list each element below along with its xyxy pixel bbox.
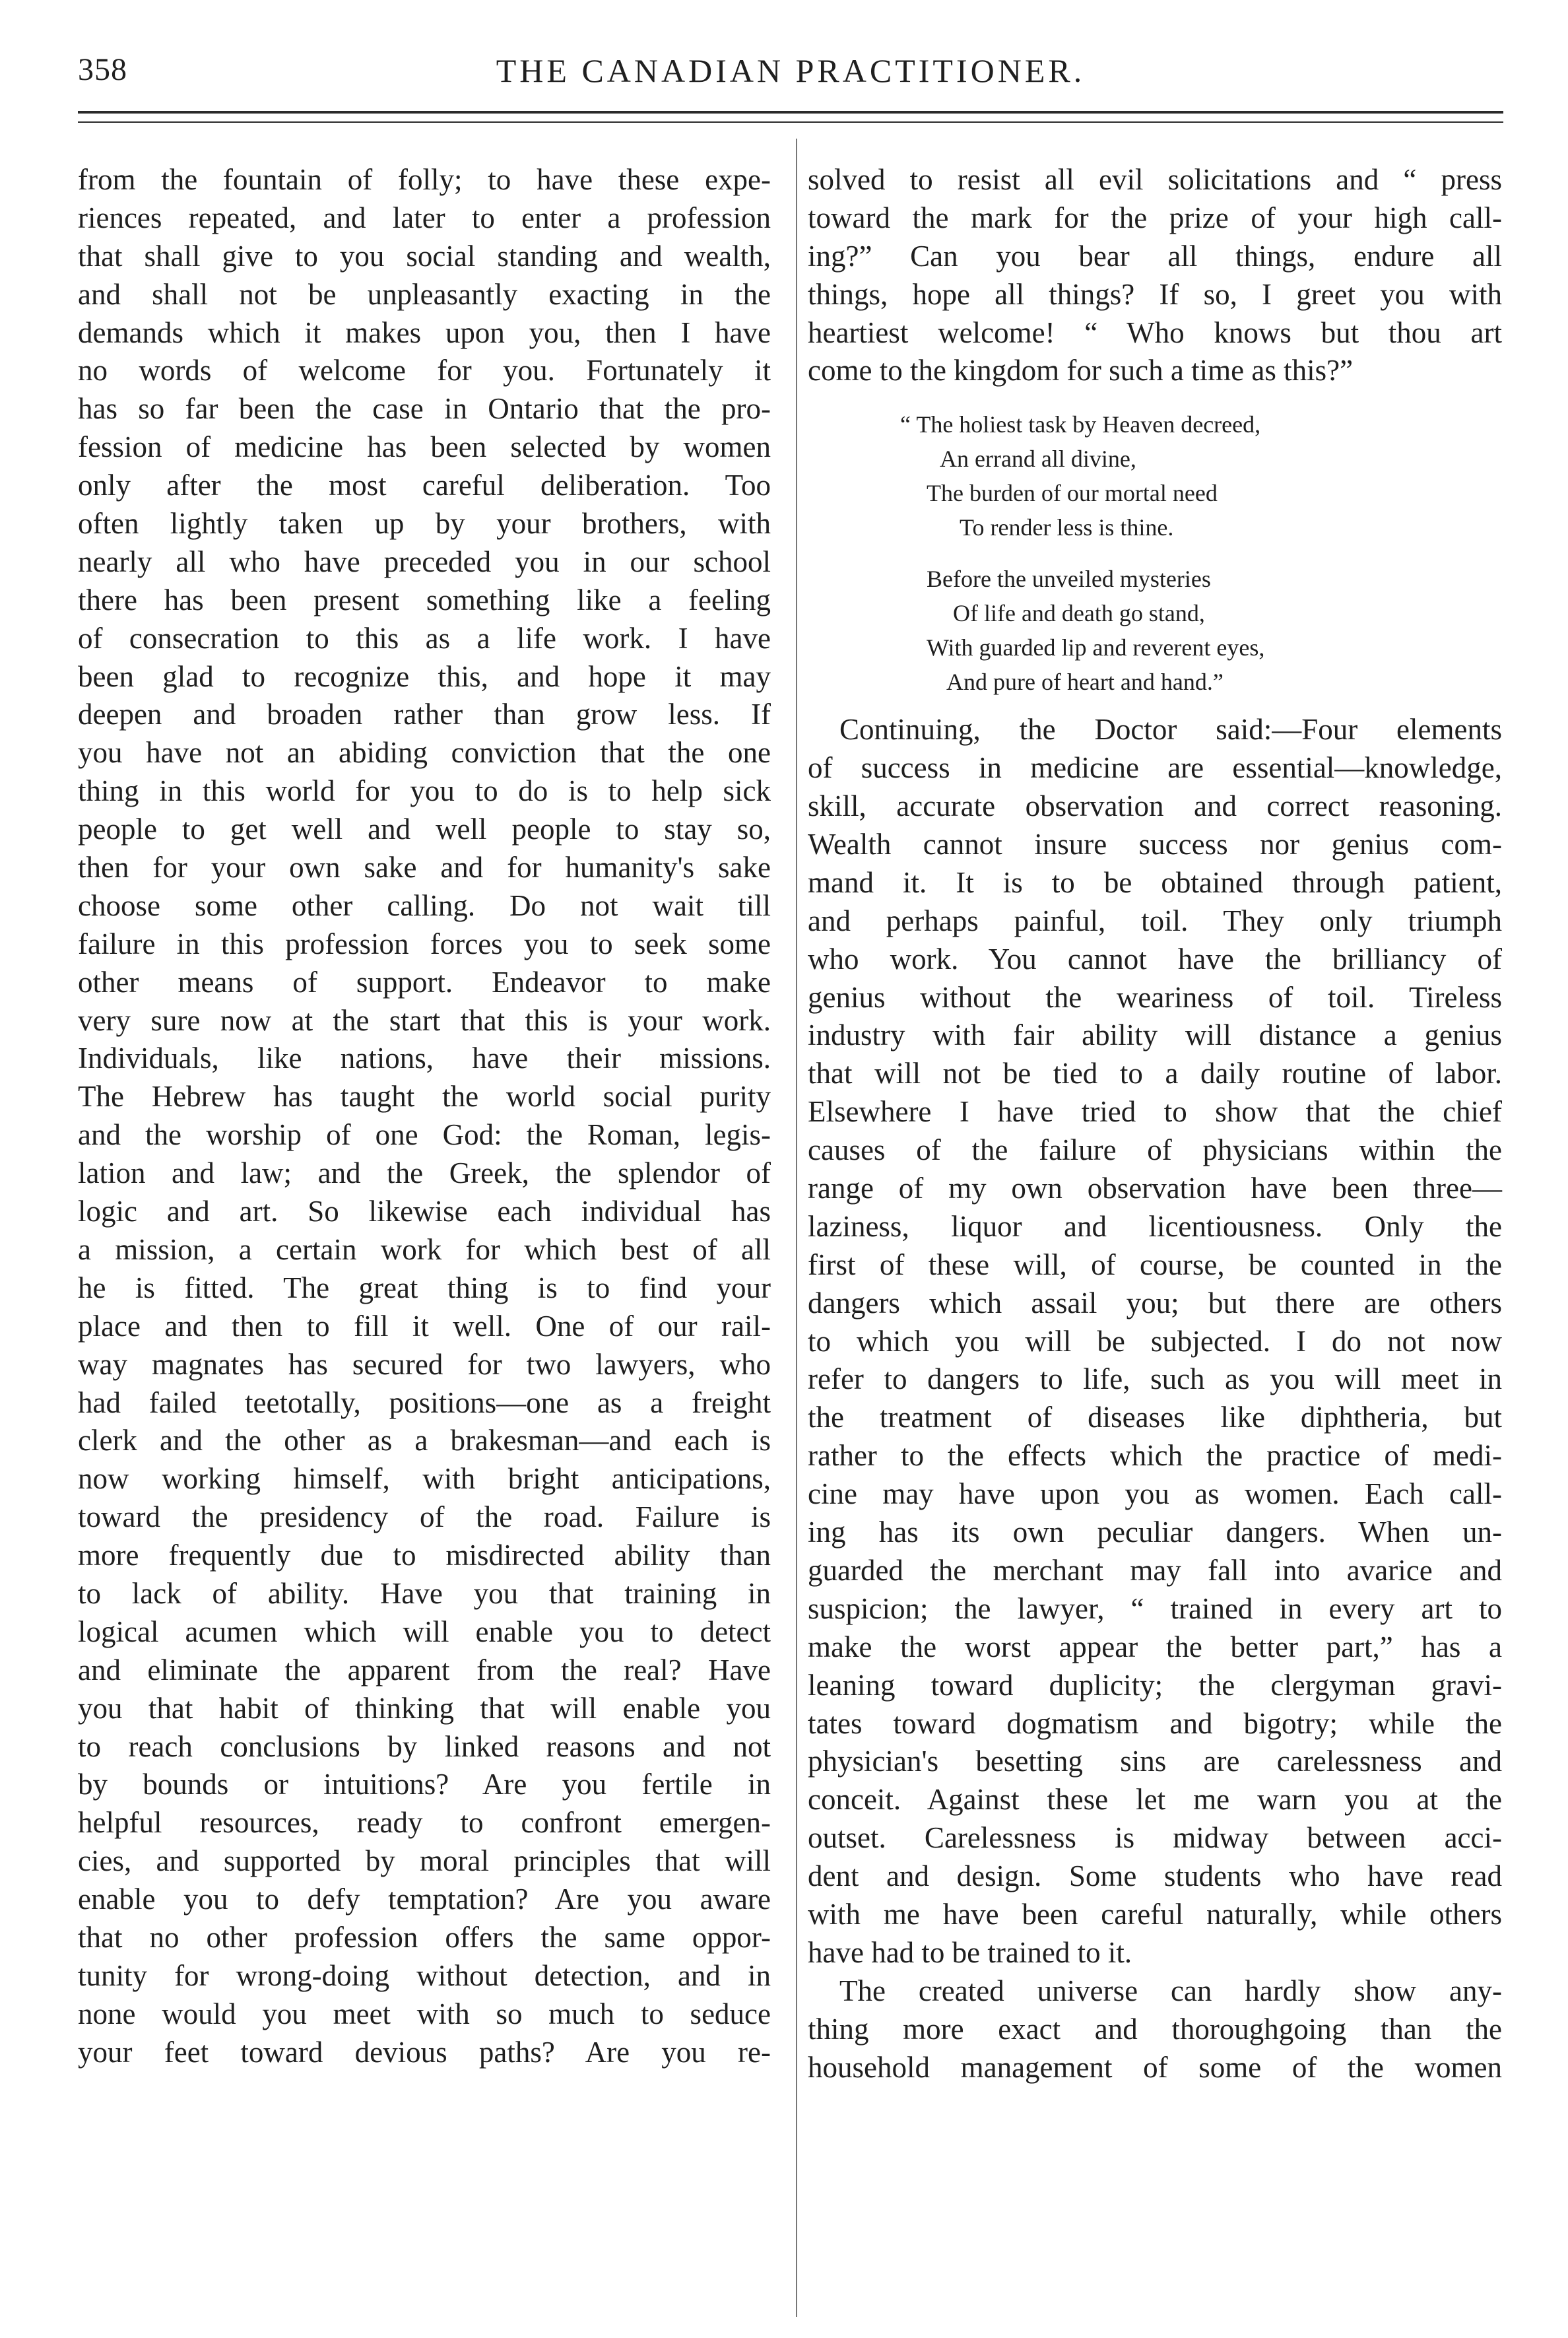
text-line: of consecration to this as a life work. I have (78, 621, 771, 655)
text-line: you that habit of thinking that will enable you (78, 1691, 771, 1725)
text-line: ing?” Can you bear all things, endure all (808, 239, 1502, 273)
text-line: mand it. It is to be obtained through patient, (808, 865, 1502, 899)
text-line: that shall give to you social standing and wealth, (78, 239, 771, 273)
text-line: guarded the merchant may fall into avarice and (808, 1553, 1502, 1587)
text-line: conceit. Against these let me warn you at the (808, 1783, 1502, 1817)
text-line: clerk and the other as a brakesman—and each is (78, 1424, 771, 1457)
text-line: dangers which assail you; but there are others (808, 1286, 1502, 1319)
text-line: that will not be tied to a daily routine of labor. (808, 1057, 1502, 1090)
text-line: fession of medicine has been selected by women (78, 430, 771, 464)
text-line: no words of welcome for you. Fortunately it (78, 354, 771, 387)
header-rule-thick (78, 111, 1503, 114)
text-line: only after the most careful deliberation. Too (78, 469, 771, 502)
text-line: place and then to fill it well. One of our rail- (78, 1309, 771, 1343)
text-line: of success in medicine are essential—knowledge, (808, 751, 1502, 785)
text-line: dent and design. Some students who have read (808, 1859, 1502, 1893)
text-line: causes of the failure of physicians within the (808, 1133, 1502, 1167)
text-line: he is fitted. The great thing is to find your (78, 1271, 771, 1304)
text-line: helpful resources, ready to confront emergen- (78, 1806, 771, 1840)
text-line: refer to dangers to life, such as you will meet in (808, 1362, 1502, 1396)
text-line: and the worship of one God: the Roman, legis- (78, 1118, 771, 1152)
text-line: failure in this profession forces you to seek some (78, 927, 771, 960)
text-line: leaning toward duplicity; the clergyman gravi- (808, 1668, 1502, 1702)
text-line: solved to resist all evil solicitations and “ press (808, 163, 1502, 196)
page-number: 358 (78, 52, 127, 87)
poem-line: “ The holiest task by Heaven decreed, (900, 411, 1261, 438)
text-line: your feet toward devious paths? Are you re- (78, 2035, 771, 2069)
text-line: outset. Carelessness is midway between acci- (808, 1821, 1502, 1855)
text-line: suspicion; the lawyer, “ trained in every art to (808, 1591, 1502, 1625)
poem-line: With guarded lip and reverent eyes, (927, 634, 1265, 661)
text-line: tunity for wrong-doing without detection, and in (78, 1958, 771, 1992)
text-line: demands which it makes upon you, then I have (78, 316, 771, 349)
text-line: cies, and supported by moral principles that will (78, 1844, 771, 1878)
right-column (808, 161, 1502, 2087)
text-line: heartiest welcome! “ Who knows but thou art (808, 316, 1502, 349)
text-line: have had to be trained to it. (808, 1935, 1132, 1969)
poem-line: An errand all divine, (940, 446, 1136, 473)
poem-quotation (808, 407, 1502, 699)
text-line: cine may have upon you as women. Each call- (808, 1477, 1502, 1511)
text-line: things, hope all things? If so, I greet you with (808, 277, 1502, 311)
text-line: other means of support. Endeavor to make (78, 965, 771, 999)
text-line: more frequently due to misdirected ability than (78, 1539, 771, 1572)
text-line: and shall not be unpleasantly exacting in the (78, 277, 771, 311)
text-line: a mission, a certain work for which best of all (78, 1232, 771, 1266)
text-line: now working himself, with bright anticipations, (78, 1462, 771, 1496)
text-line: with me have been careful naturally, while others (808, 1897, 1502, 1931)
text-line: to which you will be subjected. I do not now (808, 1324, 1502, 1358)
text-line: often lightly taken up by your brothers, with (78, 507, 771, 541)
text-line: ing has its own peculiar dangers. When un- (808, 1516, 1502, 1549)
text-line: then for your own sake and for humanity's sake (78, 851, 771, 885)
text-line: the treatment of diseases like diphtheria, but (808, 1401, 1502, 1434)
poem-line: To render less is thine. (960, 514, 1174, 541)
text-line: there has been present something like a feeling (78, 583, 771, 617)
text-line: The Hebrew has taught the world social purity (78, 1080, 771, 1114)
text-line: who work. You cannot have the brilliancy of (808, 942, 1502, 976)
text-line: enable you to defy temptation? Are you aware (78, 1883, 771, 1916)
text-line: physician's besetting sins are carelessness and (808, 1745, 1502, 1778)
text-line: Individuals, like nations, have their missions. (78, 1042, 771, 1075)
text-line: very sure now at the start that this is your work. (78, 1003, 771, 1037)
text-line: industry with fair ability will distance a genius (808, 1019, 1502, 1052)
text-line: Wealth cannot insure success nor genius com- (808, 828, 1502, 861)
page-header (78, 51, 1503, 111)
left-column (78, 161, 771, 2072)
text-line: toward the mark for the prize of your high call- (808, 201, 1502, 234)
text-line: household management of some of the women (808, 2050, 1502, 2084)
text-line: and eliminate the apparent from the real? Have (78, 1653, 771, 1687)
text-line: Elsewhere I have tried to show that the chief (808, 1095, 1502, 1129)
paragraph-continuing (808, 711, 1502, 2087)
text-line: lation and law; and the Greek, the splendor of (78, 1156, 771, 1190)
text-line: logical acumen which will enable you to detect (78, 1615, 771, 1648)
text-line: people to get well and well people to stay so, (78, 813, 771, 846)
text-line: choose some other calling. Do not wait till (78, 888, 771, 922)
text-line: from the fountain of folly; to have these expe- (78, 163, 771, 196)
column-divider (796, 139, 797, 2317)
text-line: been glad to recognize this, and hope it may (78, 659, 771, 693)
text-line: none would you meet with so much to seduce (78, 1997, 771, 2030)
text-line: thing more exact and thoroughgoing than the (808, 2012, 1502, 2046)
text-line: you have not an abiding conviction that the one (78, 736, 771, 770)
text-line: genius without the weariness of toil. Tireless (808, 980, 1502, 1014)
text-line: logic and art. So likewise each individual has (78, 1195, 771, 1228)
text-line: and perhaps painful, toil. They only triumph (808, 904, 1502, 937)
text-line: to reach conclusions by linked reasons and not (78, 1729, 771, 1763)
text-line: skill, accurate observation and correct reasoning. (808, 789, 1502, 823)
text-line: had failed teetotally, positions—one as a freight (78, 1386, 771, 1419)
text-line: come to the kingdom for such a time as this?” (808, 354, 1354, 387)
text-line: has so far been the case in Ontario that the pro- (78, 392, 771, 426)
text-line: range of my own observation have been three— (808, 1172, 1502, 1205)
text-line: first of these will, of course, be counted in the (808, 1248, 1502, 1281)
text-line: deepen and broaden rather than grow less. If (78, 698, 771, 731)
running-title: THE CANADIAN PRACTITIONER. (496, 52, 1086, 89)
poem-line: The burden of our mortal need (927, 480, 1218, 507)
text-line: by bounds or intuitions? Are you fertile in (78, 1768, 771, 1801)
text-line: make the worst appear the better part,” has a (808, 1630, 1502, 1663)
text-line: riences repeated, and later to enter a profession (78, 201, 771, 234)
text-line: Continuing, the Doctor said:—Four elements (839, 713, 1502, 747)
header-rule-thin (78, 121, 1503, 123)
poem-line: And pure of heart and hand.” (946, 669, 1224, 696)
text-line: toward the presidency of the road. Failure is (78, 1500, 771, 1534)
text-line: that no other profession offers the same oppor- (78, 1920, 771, 1954)
stanza-break (808, 545, 1502, 562)
text-line: nearly all who have preceded you in our school (78, 545, 771, 578)
poem-line: Before the unveiled mysteries (927, 566, 1211, 593)
text-line: to lack of ability. Have you that training in (78, 1576, 771, 1610)
text-line: rather to the effects which the practice of medi- (808, 1439, 1502, 1473)
poem-line: Of life and death go stand, (953, 600, 1205, 627)
text-line: way magnates has secured for two lawyers, who (78, 1347, 771, 1381)
text-line: tates toward dogmatism and bigotry; while the (808, 1706, 1502, 1740)
text-line: The created universe can hardly show any- (839, 1974, 1502, 2007)
text-line: laziness, liquor and licentiousness. Only the (808, 1209, 1502, 1243)
text-line: thing in this world for you to do is to help sick (78, 774, 771, 808)
